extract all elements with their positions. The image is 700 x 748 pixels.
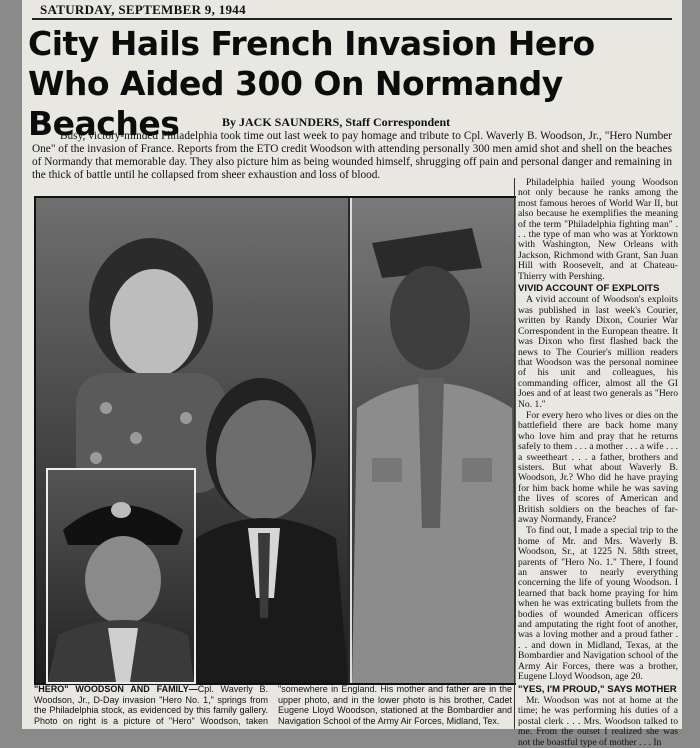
hero-photo	[350, 198, 516, 683]
hero-illustration	[352, 198, 516, 683]
headline: City Hails French Invasion Hero Who Aided 300 On Normandy Beaches	[28, 24, 595, 143]
newspaper-page	[22, 0, 682, 748]
column-paragraph: To find out, I made a special trip to the home of Mr. and Mrs. Waverly B. Woodson, Sr., at 1225 N. 58th street, parents of "Hero No. 1." There, I found an answer to nearly everything concerning the life of young Woodson. I learned that back home praying for him when he was extricating bullets from the bodies of wounded American officers and amputating the right foot of another, was a loving mother and a proud father . . . and down in Midland, Texas, at the Bombardier and Navigation school of the Army Air Forces, there was a brother, Eugene Lloyd Woodson, age 20.	[518, 525, 678, 683]
column-paragraph: For every hero who lives or dies on the battlefield there are back home many who love him and pray that he returns safely to them . . . a mother . . . a wife . . . a sweetheart . . . a father, brothers and sisters. But what about Waverly B. Woodson, Jr.? Who did he have praying for him back home while he was saving the lives of scores of American and British soldiers on the beaches of far-away Normandy, France?	[518, 409, 678, 525]
dateline-rule	[32, 18, 672, 20]
byline: By JACK SAUNDERS, Staff Correspondent	[222, 115, 451, 129]
column-rule	[514, 178, 515, 729]
intro-paragraph: Busy, victory-minded Philadelphia took time out last week to pay homage and tribute to Cpl. Waverly B. Woodson, Jr., "Hero Number One" of the invasion of France. Reports from the ETO credit Woodson with attending personally 300 men amid shot and shell on the beaches of Normandy that memorable day. They also picture him as being wounded himself, shrugging off pain and personal danger and remaining in the thick of battle until he collapsed from sheer exhaustion and loss of blood.	[32, 130, 672, 181]
column-paragraph: Mr. Woodson was not at home at the time; he was performing his duties of a postal clerk . . . Mrs. Woodson talked to me. From the outset I realized she was not the boastful type of mother . . . In	[518, 694, 678, 748]
brother-photo	[46, 468, 196, 684]
column-subhead: VIVID ACCOUNT OF EXPLOITS	[518, 283, 660, 295]
brother-illustration	[48, 470, 194, 682]
dateline: SATURDAY, SEPTEMBER 9, 1944	[40, 2, 246, 17]
column-paragraph: Philadelphia hailed young Woodson not only because he ranks among the most famous heroes of World War II, but also because he exemplifies the meaning of the term "Philadelphia fighting man" . . . the type of man who was at Yorktown with Washington, New Orleans with Jackson, Richmond with Grant, San Juan Hill with Roosevelt, and at Chateau-Thierry with Pershing.	[518, 177, 678, 282]
column-paragraph: A vivid account of Woodson's exploits was published in last week's Courier, written by Randy Dixon, Courier War Correspondent in the European theatre. It was Dixon who first flashed back the news to The Courier's million readers that Woodson was the personal nominee of his unit and colleagues, his commanding officer, almost all the GI Joes and of at least two generals as "Hero No. 1."	[518, 294, 678, 410]
family-photo	[34, 196, 516, 685]
caption-lead: "HERO" WOODSON AND FAMILY—	[34, 684, 198, 694]
caption-text: Cpl. Waverly B. Woodson, Jr., D-Day invasion "Hero No. 1," springs from the Philadelphia stock, as evidenced by this family gallery. Photo on right is a picture of "Hero" Woodson, taken "somewhere in England. His mother and father are in the upper photo, and in the lower photo is his brother, Cadet Eugene Lloyd Woodson, stationed at the Bombardier and Navigation School of the Army Air Forces, Midland, Tex.	[34, 684, 512, 726]
photo-caption	[34, 684, 512, 726]
column-subhead: "YES, I'M PROUD," SAYS MOTHER	[518, 683, 677, 695]
article-column	[518, 177, 678, 748]
